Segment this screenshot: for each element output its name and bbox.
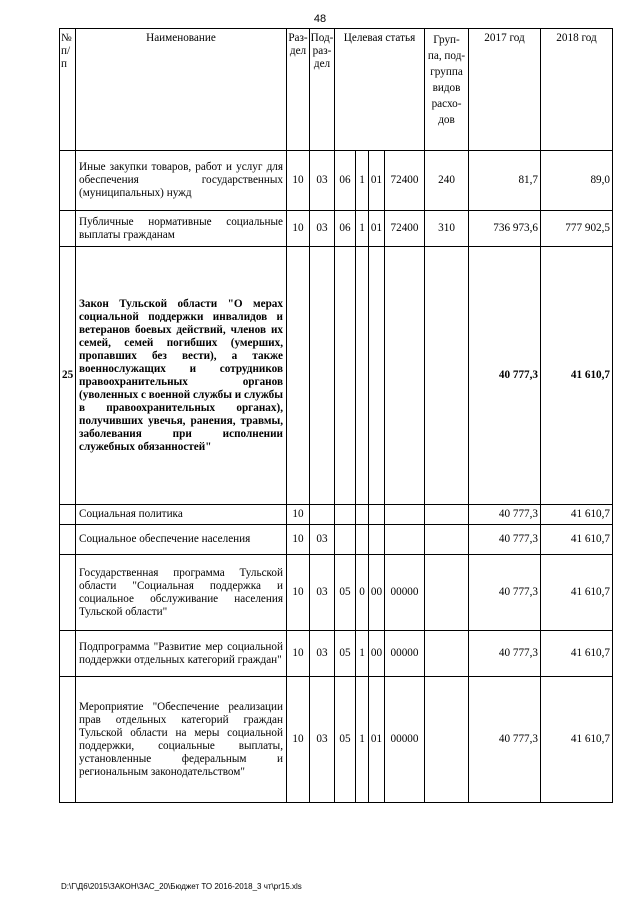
cell-t1: 05 [335, 677, 356, 803]
cell-name: Социальное обеспечение населения [76, 525, 287, 555]
cell-t1: 05 [335, 555, 356, 631]
cell-t3: 00 [369, 631, 385, 677]
table-row [60, 211, 613, 247]
cell-rz: 10 [287, 151, 310, 211]
cell-t1: 06 [335, 211, 356, 247]
cell-pr: 03 [310, 151, 335, 211]
cell-t3: 01 [369, 677, 385, 803]
cell-v2017: 736 973,6 [469, 211, 541, 247]
cell-vr [425, 631, 469, 677]
cell-t4 [385, 525, 425, 555]
cell-rz: 10 [287, 525, 310, 555]
cell-v2017: 81,7 [469, 151, 541, 211]
cell-t1: 06 [335, 151, 356, 211]
cell-name: Закон Тульской области "О мерах социальной поддержки инвалидов и ветеранов боевых действий, членов их семей, семей погибших (умерших, пропавших без вести), а также военнослужащих и сотрудников правоохранительных органов (уволенных с военной службы и службы в правоохранительных органах), получивших увечья, ранения, травмы, заболевания при исполнении служебных обязанностей" [76, 247, 287, 505]
budget-table [59, 28, 613, 803]
cell-v2018: 41 610,7 [541, 525, 613, 555]
cell-name: Иные закупки товаров, работ и услуг для обеспечения государственных (муниципальных) нужд [76, 151, 287, 211]
cell-v2018: 777 902,5 [541, 211, 613, 247]
header-name: Наименование [76, 29, 287, 151]
cell-vr [425, 505, 469, 525]
cell-vr: 310 [425, 211, 469, 247]
cell-t4 [385, 505, 425, 525]
cell-t3: 00 [369, 555, 385, 631]
file-path-footer: D:\Г\Д6\2015\ЗАКОН\ЗАС_20\Бюджет ТО 2016-2018_3 чт\pr15.xls [61, 882, 302, 891]
cell-rz: 10 [287, 555, 310, 631]
cell-v2018: 41 610,7 [541, 631, 613, 677]
cell-name: Социальная политика [76, 505, 287, 525]
cell-v2018: 41 610,7 [541, 247, 613, 505]
table-row [60, 525, 613, 555]
cell-v2017: 40 777,3 [469, 505, 541, 525]
cell-num [60, 631, 76, 677]
cell-t1 [335, 505, 356, 525]
cell-v2017: 40 777,3 [469, 555, 541, 631]
cell-t4 [385, 247, 425, 505]
cell-pr: 03 [310, 677, 335, 803]
cell-name: Подпрограмма "Развитие мер социальной поддержки отдельных категорий граждан" [76, 631, 287, 677]
cell-t2: 1 [356, 677, 369, 803]
cell-v2018: 89,0 [541, 151, 613, 211]
cell-v2018: 41 610,7 [541, 555, 613, 631]
cell-name: Государственная программа Тульской области "Социальная поддержка и социальное обслуживание населения Тульской области" [76, 555, 287, 631]
table-row [60, 555, 613, 631]
cell-v2017: 40 777,3 [469, 631, 541, 677]
cell-num: 25 [60, 247, 76, 505]
cell-t3 [369, 505, 385, 525]
cell-rz [287, 247, 310, 505]
cell-pr: 03 [310, 525, 335, 555]
cell-t2: 1 [356, 151, 369, 211]
cell-num [60, 525, 76, 555]
header-2017: 2017 год [469, 29, 541, 151]
cell-t2 [356, 247, 369, 505]
cell-v2017: 40 777,3 [469, 247, 541, 505]
cell-vr [425, 247, 469, 505]
table-row [60, 247, 613, 505]
cell-num [60, 505, 76, 525]
header-2018: 2018 год [541, 29, 613, 151]
cell-vr [425, 555, 469, 631]
table-row [60, 677, 613, 803]
cell-t2: 1 [356, 631, 369, 677]
page-number: 48 [313, 13, 327, 25]
cell-rz: 10 [287, 505, 310, 525]
cell-t2: 1 [356, 211, 369, 247]
cell-pr: 03 [310, 211, 335, 247]
cell-num [60, 677, 76, 803]
cell-v2017: 40 777,3 [469, 677, 541, 803]
cell-t2 [356, 505, 369, 525]
cell-pr [310, 247, 335, 505]
cell-t3 [369, 525, 385, 555]
header-target: Целевая статья [335, 29, 425, 151]
cell-t1 [335, 247, 356, 505]
cell-name: Публичные нормативные социальные выплаты гражданам [76, 211, 287, 247]
cell-t1: 05 [335, 631, 356, 677]
cell-num [60, 211, 76, 247]
cell-t2: 0 [356, 555, 369, 631]
cell-rz: 10 [287, 631, 310, 677]
cell-t4: 00000 [385, 555, 425, 631]
header-group: Груп-па, под-группа видов расхо-дов [425, 29, 469, 151]
cell-rz: 10 [287, 211, 310, 247]
cell-pr: 03 [310, 631, 335, 677]
cell-t3: 01 [369, 151, 385, 211]
cell-num [60, 555, 76, 631]
cell-vr [425, 677, 469, 803]
cell-rz: 10 [287, 677, 310, 803]
table-header-row [60, 29, 613, 151]
table-row [60, 631, 613, 677]
cell-t3: 01 [369, 211, 385, 247]
header-podrazdel: Под-раз-дел [310, 29, 335, 151]
cell-num [60, 151, 76, 211]
cell-vr [425, 525, 469, 555]
cell-t4: 00000 [385, 631, 425, 677]
cell-vr: 240 [425, 151, 469, 211]
cell-t4: 72400 [385, 211, 425, 247]
cell-v2018: 41 610,7 [541, 505, 613, 525]
cell-pr [310, 505, 335, 525]
cell-t4: 00000 [385, 677, 425, 803]
cell-t1 [335, 525, 356, 555]
cell-t2 [356, 525, 369, 555]
cell-t4: 72400 [385, 151, 425, 211]
header-razdel: Раз-дел [287, 29, 310, 151]
cell-pr: 03 [310, 555, 335, 631]
table-row [60, 151, 613, 211]
header-num: № п/п [60, 29, 76, 151]
cell-t3 [369, 247, 385, 505]
cell-v2017: 40 777,3 [469, 525, 541, 555]
table-row [60, 505, 613, 525]
cell-v2018: 41 610,7 [541, 677, 613, 803]
cell-name: Мероприятие "Обеспечение реализации прав отдельных категорий граждан Тульской области на меры социальной поддержки, социальные выплаты, установленные федеральным и региональным законодательством" [76, 677, 287, 803]
